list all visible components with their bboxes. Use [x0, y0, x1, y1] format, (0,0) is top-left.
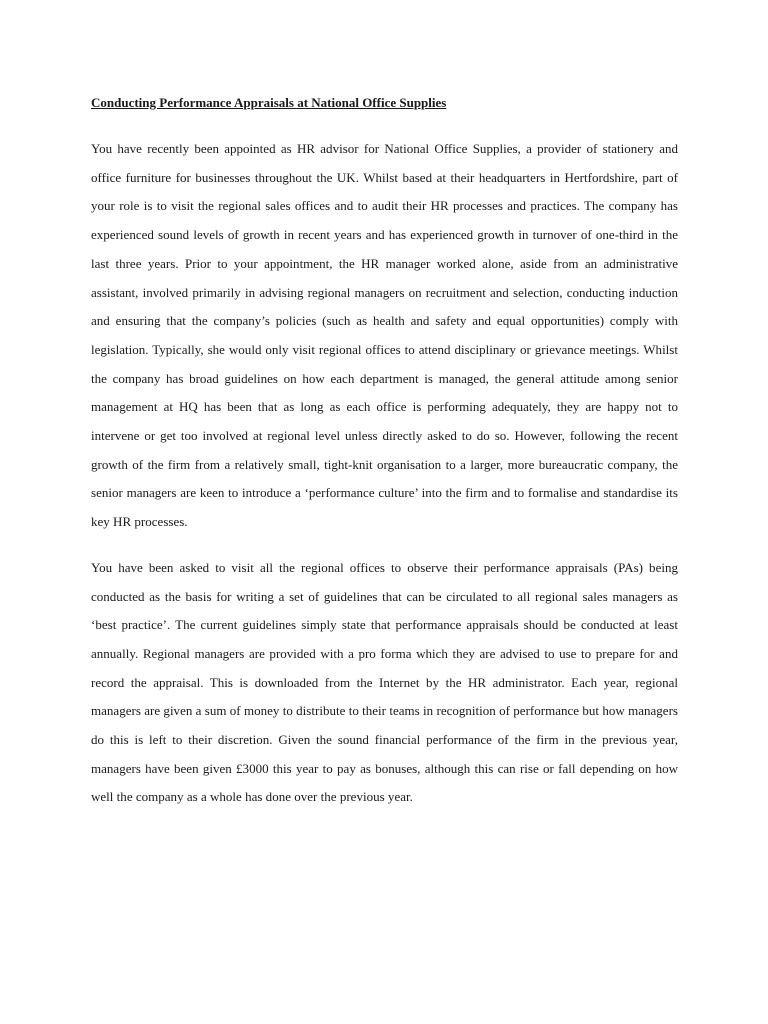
document-title: Conducting Performance Appraisals at National Office Supplies [91, 95, 447, 110]
paragraph-task: You have been asked to visit all the regional offices to observe their performance appraisals (PAs) being conducted as the basis for writing a set of guidelines that can be circulated to all regional sales managers as ‘best practice’. The current guidelines simply state that performance appraisals should be conducted at least annually. Regional managers are provided with a pro forma which they are advised to use to prepare for and record the appraisal. This is downloaded from the Internet by the HR administrator. Each year, regional managers are given a sum of money to distribute to their teams in recognition of performance but how managers do this is left to their discretion. Given the sound financial performance of the firm in the previous year, managers have been given £3000 this year to pay as bonuses, although this can rise or fall depending on how well the company as a whole has done over the previous year. [91, 559, 678, 805]
paragraph-intro: You have recently been appointed as HR advisor for National Office Supplies, a provider of stationery and office furniture for businesses throughout the UK. Whilst based at their headquarters in Hertfordshire, part of your role is to visit the regional sales offices and to audit their HR processes and practices. The company has experienced sound levels of growth in recent years and has experienced growth in turnover of one-third in the last three years. Prior to your appointment, the HR manager worked alone, aside from an administrative assistant, involved primarily in advising regional managers on recruitment and selection, conducting induction and ensuring that the company’s policies (such as health and safety and equal opportunities) comply with legislation. Typically, she would only visit regional offices to attend disciplinary or grievance meetings. Whilst the company has broad guidelines on how each department is managed, the general attitude among senior management at HQ has been that as long as each office is performing adequately, they are happy not to intervene or get too involved at regional level unless directly asked to do so. However, following the recent growth of the firm from a relatively small, tight-knit organisation to a larger, more bureaucratic company, the senior managers are keen to introduce a ‘performance culture’ into the firm and to formalise and standardise its key HR processes. [91, 141, 678, 530]
document-body [91, 94, 678, 829]
